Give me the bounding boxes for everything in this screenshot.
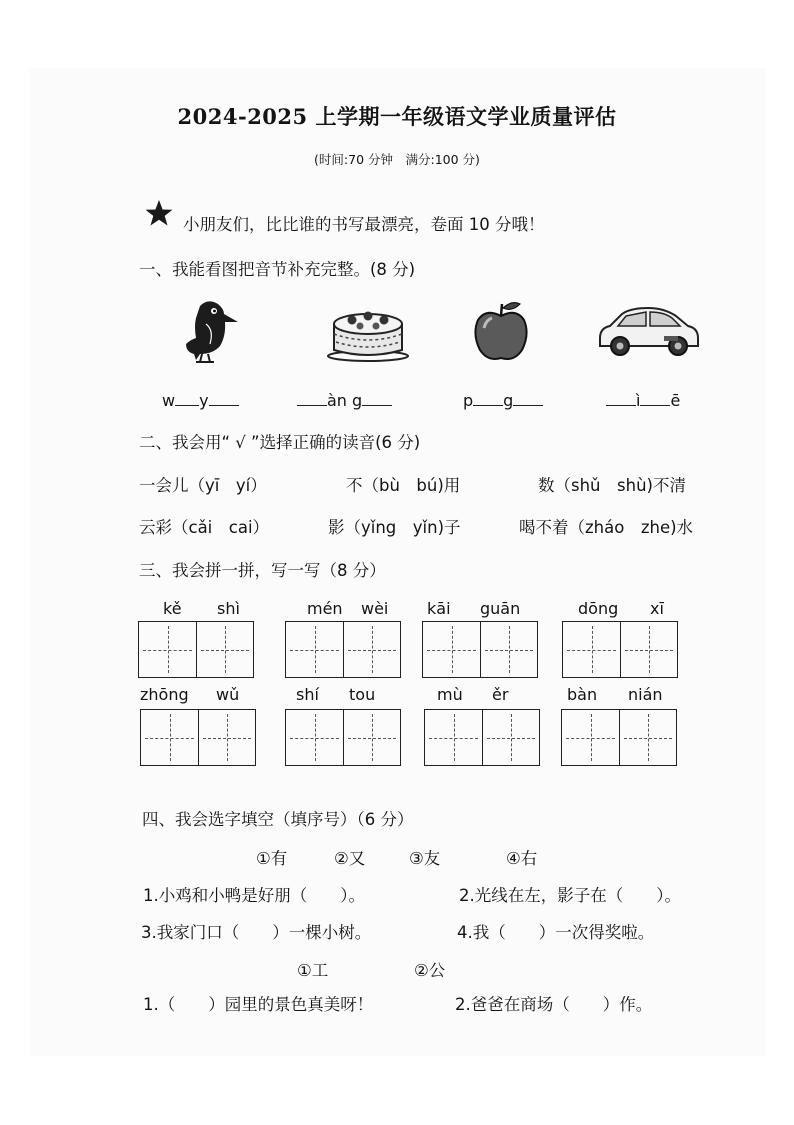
writing-word: dōng xī xyxy=(562,599,680,681)
section2-heading: 二、我会用“ √ ”选择正确的读音(6 分) xyxy=(139,433,421,452)
writing-cell[interactable] xyxy=(286,622,343,677)
option-item: ①工 xyxy=(297,961,329,980)
reading-choice[interactable]: 云彩（cǎi cai） xyxy=(139,518,270,537)
option-item: ①有 xyxy=(256,849,288,868)
writing-word: kāi guān xyxy=(422,599,540,681)
fill-question[interactable]: 1.（ ）园里的景色真美呀！ xyxy=(143,995,374,1014)
writing-cell[interactable] xyxy=(425,710,482,765)
star-icon xyxy=(144,199,174,227)
writing-cell[interactable] xyxy=(482,710,539,765)
syllable-blank[interactable] xyxy=(362,389,392,406)
exam-info: (时间:70 分钟 满分:100 分) xyxy=(314,152,480,167)
writing-cell[interactable] xyxy=(343,710,400,765)
section4-heading: 四、我会选字填空（填序号）（6 分） xyxy=(142,810,414,829)
reading-choice[interactable]: 不（bù bú)用 xyxy=(346,476,461,495)
apple-icon xyxy=(472,300,530,364)
writing-cell[interactable] xyxy=(198,710,255,765)
writing-word: zhōng wǔ xyxy=(140,685,258,771)
writing-word: bàn nián xyxy=(561,685,679,771)
writing-cell[interactable] xyxy=(196,622,253,677)
writing-cell[interactable] xyxy=(620,622,677,677)
writing-word: shí tou xyxy=(285,685,403,771)
writing-cell[interactable] xyxy=(562,710,619,765)
syllable-blank[interactable] xyxy=(606,389,636,406)
syllable-blank[interactable] xyxy=(513,389,543,406)
option-item: ④右 xyxy=(506,849,538,868)
syllable-blank[interactable] xyxy=(473,389,503,406)
syllable-car: ì ē xyxy=(606,389,680,410)
reading-choice[interactable]: 一会儿（yī yí） xyxy=(139,476,267,495)
writing-cell[interactable] xyxy=(563,622,620,677)
cake-icon xyxy=(326,304,410,362)
syllable-blank[interactable] xyxy=(175,389,199,406)
writing-cell[interactable] xyxy=(141,710,198,765)
crow-icon xyxy=(180,296,246,364)
intro-text: 小朋友们，比比谁的书写最漂亮，卷面 10 分哦！ xyxy=(183,215,545,234)
writing-cell[interactable] xyxy=(423,622,480,677)
writing-cell[interactable] xyxy=(343,622,400,677)
syllable-blank[interactable] xyxy=(209,389,239,406)
syllable-cake: àn g xyxy=(297,389,392,410)
writing-cell[interactable] xyxy=(619,710,676,765)
car-icon xyxy=(596,302,702,358)
option-item: ②公 xyxy=(414,961,446,980)
page-title: 2024-2025 上学期一年级语文学业质量评估 xyxy=(177,104,617,129)
writing-word: mén wèi xyxy=(285,599,403,681)
fill-question[interactable]: 2.爸爸在商场（ ）作。 xyxy=(455,995,653,1014)
writing-word: mù ěr xyxy=(424,685,542,771)
writing-word: kě shì xyxy=(138,599,256,681)
syllable-apple: p g xyxy=(463,389,543,410)
syllable-blank[interactable] xyxy=(640,389,670,406)
reading-choice[interactable]: 数（shǔ shù)不清 xyxy=(538,476,686,495)
syllable-crow: w y xyxy=(162,389,239,410)
section3-heading: 三、我会拼一拼，写一写（8 分） xyxy=(139,561,386,580)
option-item: ②又 xyxy=(334,849,366,868)
section1-heading: 一、我能看图把音节补充完整。(8 分) xyxy=(139,260,416,279)
writing-cell[interactable] xyxy=(139,622,196,677)
fill-question[interactable]: 4.我（ ）一次得奖啦。 xyxy=(457,923,655,942)
writing-cell[interactable] xyxy=(286,710,343,765)
writing-cell[interactable] xyxy=(480,622,537,677)
syllable-blank[interactable] xyxy=(297,389,327,406)
option-item: ③友 xyxy=(409,849,441,868)
reading-choice[interactable]: 喝不着（zháo zhe)水 xyxy=(519,518,694,537)
fill-question[interactable]: 2.光线在左，影子在（ ）。 xyxy=(459,886,681,905)
reading-choice[interactable]: 影（yǐng yǐn)子 xyxy=(328,518,461,537)
fill-question[interactable]: 1.小鸡和小鸭是好朋（ ）。 xyxy=(143,886,365,905)
fill-question[interactable]: 3.我家门口（ ）一棵小树。 xyxy=(141,923,372,942)
